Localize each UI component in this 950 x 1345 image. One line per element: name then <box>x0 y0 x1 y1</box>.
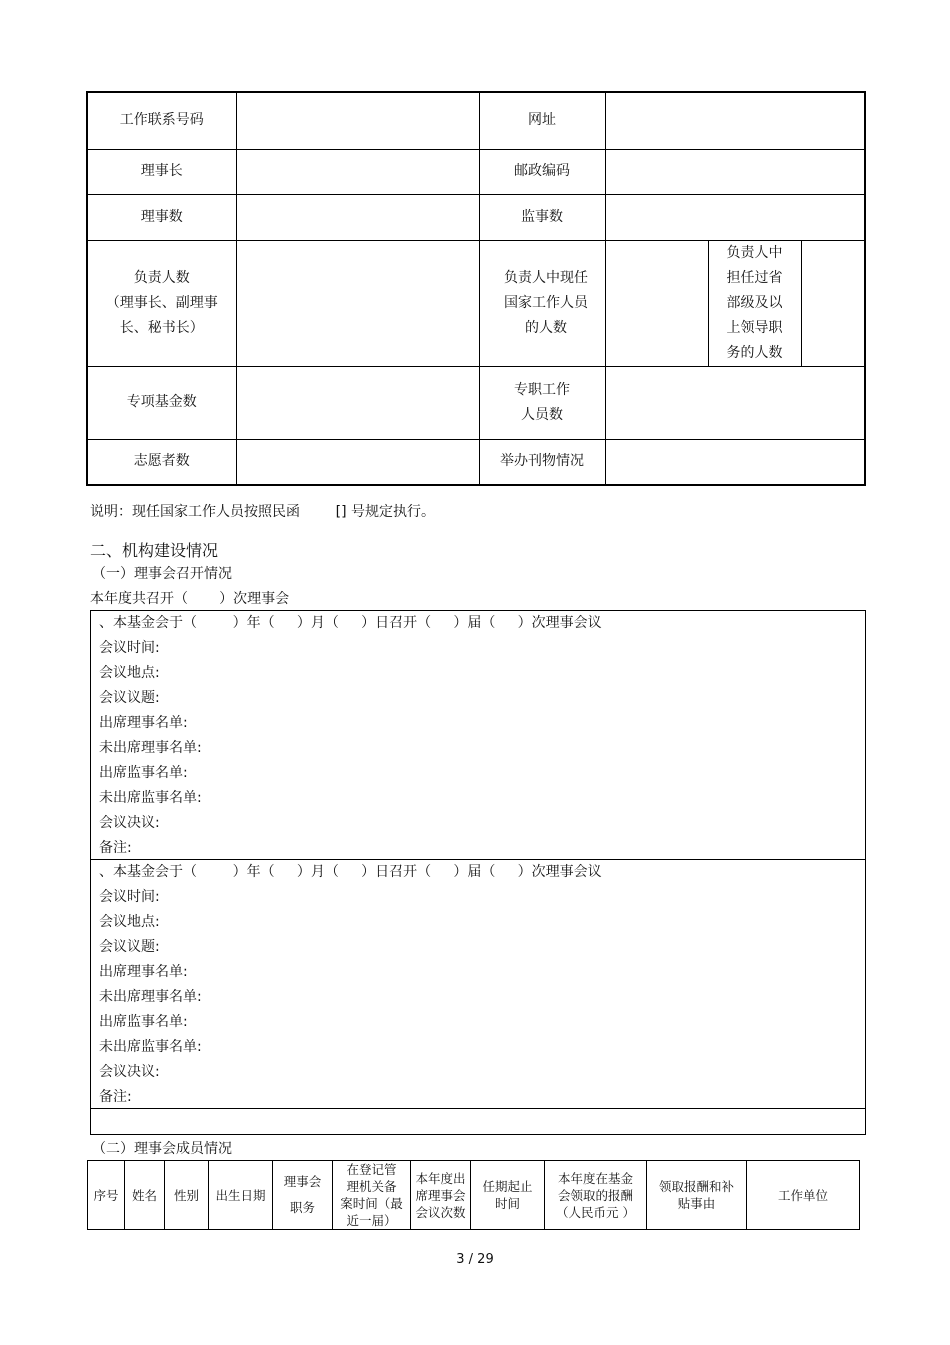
header-line: 本年度出 <box>415 1170 466 1186</box>
meeting-field: 备注: <box>99 1089 132 1105</box>
col-header-index <box>88 1161 125 1230</box>
header-line: 在登记管 <box>346 1162 397 1177</box>
col-header-name <box>125 1161 165 1230</box>
table-note: 说明：现任国家工作人员按照民函 [] 号规定执行。 <box>90 504 435 520</box>
value-publications[interactable] <box>605 439 865 485</box>
meeting-field: 出席理事名单: <box>99 715 188 731</box>
label-website: 网址 <box>479 92 605 149</box>
col-header-gender <box>165 1161 209 1230</box>
label-line: 部级及以 <box>726 294 783 311</box>
header-line: 理机关备 <box>346 1179 397 1194</box>
label-line: 负责人中 <box>726 244 783 261</box>
value-website[interactable] <box>605 92 865 149</box>
label-publications: 举办刊物情况 <box>479 439 605 485</box>
value-chairman[interactable] <box>236 149 479 194</box>
header-line: 任期起止 <box>482 1179 533 1194</box>
value-supervisor-count[interactable] <box>605 194 865 240</box>
label-line: 专职工作 <box>514 381 570 398</box>
value-postal-code[interactable] <box>605 149 865 194</box>
meeting-field: 会议议题: <box>99 939 160 955</box>
label-leader-count <box>87 240 236 366</box>
meeting-field: 会议地点: <box>99 914 160 930</box>
label-line: 担任过省 <box>726 269 783 286</box>
page-number: 3 / 29 <box>456 1252 494 1267</box>
label-volunteer-count: 志愿者数 <box>87 439 236 485</box>
value-work-phone[interactable] <box>236 92 479 149</box>
header-line: 理事会 <box>283 1174 322 1189</box>
meeting-header: 、本基金会于（ ）年（ ）月（ ）日召开（ ）届（ ）次理事会议 <box>99 864 602 880</box>
col-header-term <box>471 1161 545 1230</box>
header-line: 工作单位 <box>777 1187 828 1203</box>
header-line: 本年度在基金 <box>557 1170 633 1186</box>
value-volunteer-count[interactable] <box>236 439 479 485</box>
header-line: 性别 <box>173 1187 199 1203</box>
header-line: 会领取的报酬 <box>557 1187 633 1203</box>
meeting-field: 会议议题: <box>99 690 160 706</box>
label-line: 人员数 <box>521 406 563 423</box>
meeting-field: 出席监事名单: <box>99 765 188 781</box>
value-leader-count[interactable] <box>236 240 479 366</box>
label-supervisor-count: 监事数 <box>479 194 605 240</box>
section-title: 二、机构建设情况 <box>90 541 219 560</box>
header-line: 序号 <box>93 1187 119 1203</box>
label-line: 上领导职 <box>726 319 783 336</box>
header-line: （人民币元 ） <box>556 1204 635 1220</box>
meeting-field: 会议决议: <box>99 1064 160 1080</box>
meeting-extra-row[interactable] <box>90 1108 866 1135</box>
foundation-info-table <box>86 91 866 486</box>
header-line: 近一届） <box>346 1213 397 1228</box>
label-line: 的人数 <box>525 319 567 336</box>
subsection-title: （一）理事会召开情况 <box>92 566 232 582</box>
meeting-field: 未出席理事名单: <box>99 989 202 1005</box>
meeting-field: 出席监事名单: <box>99 1014 188 1030</box>
label-line: 国家工作人员 <box>504 294 588 311</box>
meeting-record <box>90 610 866 861</box>
col-header-birth-date <box>209 1161 273 1230</box>
meeting-field: 未出席监事名单: <box>99 790 202 806</box>
label-former-senior-official-count <box>708 240 801 366</box>
header-line: 姓名 <box>131 1187 157 1203</box>
label-line: 长、秘书长） <box>119 319 204 336</box>
value-fulltime-staff-count[interactable] <box>605 366 865 439</box>
meeting-field: 备注: <box>99 840 132 856</box>
label-work-phone: 工作联系号码 <box>87 92 236 149</box>
meeting-header: 、本基金会于（ ）年（ ）月（ ）日召开（ ）届（ ）次理事会议 <box>99 615 602 631</box>
header-line: 出生日期 <box>215 1187 266 1203</box>
subsection-title: （二）理事会成员情况 <box>92 1141 232 1157</box>
label-special-fund-count: 专项基金数 <box>87 366 236 439</box>
col-header-work-unit <box>747 1161 860 1230</box>
label-chairman: 理事长 <box>87 149 236 194</box>
meeting-field: 会议决议: <box>99 815 160 831</box>
value-current-official-count[interactable] <box>605 240 708 366</box>
label-postal-code: 邮政编码 <box>479 149 605 194</box>
header-line: 席理事会 <box>415 1187 466 1203</box>
value-director-count[interactable] <box>236 194 479 240</box>
meeting-field: 出席理事名单: <box>99 964 188 980</box>
header-line: 时间 <box>494 1196 520 1211</box>
label-fulltime-staff-count <box>479 366 605 439</box>
label-line: （理事长、副理事 <box>105 294 218 311</box>
header-line: 贴事由 <box>677 1196 716 1211</box>
board-members-table <box>87 1160 860 1230</box>
meeting-field: 未出席监事名单: <box>99 1039 202 1055</box>
value-special-fund-count[interactable] <box>236 366 479 439</box>
col-header-attendance-count <box>411 1161 471 1230</box>
label-director-count: 理事数 <box>87 194 236 240</box>
meeting-record <box>90 859 866 1110</box>
meetings-count-line: 本年度共召开（ ）次理事会 <box>90 591 290 607</box>
header-line: 会议次数 <box>415 1204 466 1220</box>
value-former-senior-official-count[interactable] <box>801 240 865 366</box>
header-line: 职务 <box>289 1200 315 1215</box>
label-line: 务的人数 <box>726 344 783 361</box>
label-line: 负责人中现任 <box>504 269 588 286</box>
header-line: 案时间（最 <box>340 1196 403 1211</box>
col-header-board-position <box>273 1161 333 1230</box>
col-header-registration-time <box>333 1161 411 1230</box>
meeting-field: 未出席理事名单: <box>99 740 202 756</box>
meeting-field: 会议地点: <box>99 665 160 681</box>
label-current-official-count <box>479 240 605 366</box>
meeting-field: 会议时间: <box>99 889 160 905</box>
col-header-remuneration-reason <box>647 1161 747 1230</box>
label-line: 负责人数 <box>133 269 190 286</box>
header-line: 领取报酬和补 <box>658 1179 734 1194</box>
col-header-remuneration <box>545 1161 647 1230</box>
meeting-field: 会议时间: <box>99 640 160 656</box>
